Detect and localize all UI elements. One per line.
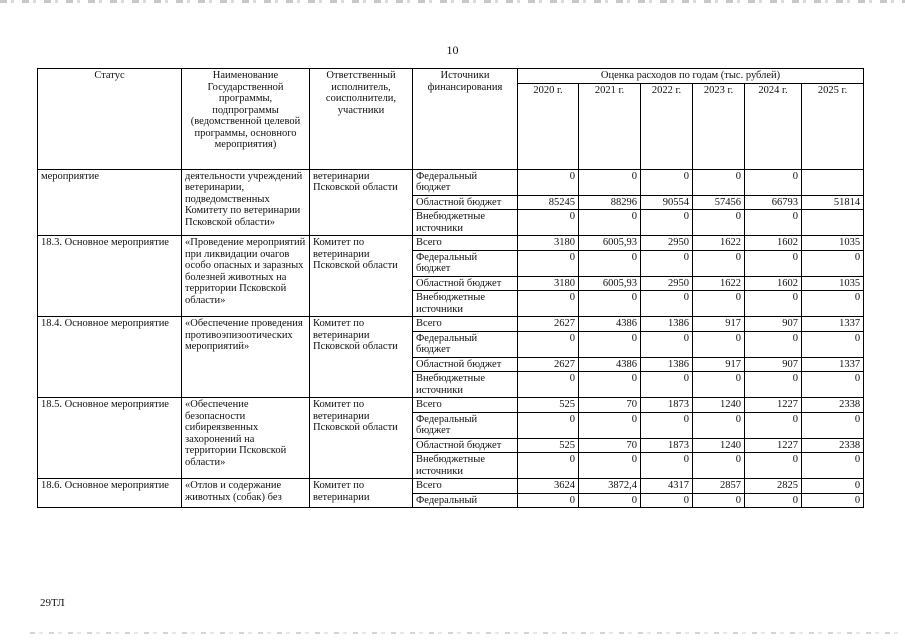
row-program-name: «Обеспечение проведения противоэпизоотических мероприятий» <box>182 317 310 398</box>
row-amount-cell: 0 <box>745 210 802 236</box>
row-program-name: «Обеспечение безопасности сибиреязвенных захоронений на территории Псковской области» <box>182 398 310 479</box>
row-amount-cell: 2627 <box>518 357 579 372</box>
table-row <box>38 398 864 413</box>
row-amount-cell: 0 <box>579 250 641 276</box>
page-number: 10 <box>446 43 459 57</box>
row-amount-cell: 0 <box>802 479 864 494</box>
table-body <box>38 169 864 508</box>
header-year: 2025 г. <box>802 83 864 169</box>
row-funding-source: Федеральный бюджет <box>413 250 518 276</box>
row-amount-cell: 4317 <box>641 479 693 494</box>
row-amount-cell: 0 <box>579 412 641 438</box>
row-amount-cell: 0 <box>745 291 802 317</box>
row-amount-cell: 0 <box>802 412 864 438</box>
document-code: 29ТЛ <box>40 597 65 609</box>
row-amount-cell: 66793 <box>745 195 802 210</box>
row-program-name: деятельности учреждений ветеринарии, подведомственных Комитету по ветеринарии Псковской области» <box>182 169 310 236</box>
row-amount-cell: 0 <box>693 210 745 236</box>
row-funding-source: Внебюджетные источники <box>413 210 518 236</box>
row-funding-source: Федеральный бюджет <box>413 169 518 195</box>
row-amount-cell: 0 <box>745 250 802 276</box>
row-amount-cell: 525 <box>518 438 579 453</box>
row-status: мероприятие <box>38 169 182 236</box>
row-amount-cell: 2627 <box>518 317 579 332</box>
row-amount-cell: 0 <box>641 453 693 479</box>
row-amount-cell: 3872,4 <box>579 479 641 494</box>
row-amount-cell: 4386 <box>579 317 641 332</box>
row-amount-cell: 85245 <box>518 195 579 210</box>
row-amount-cell: 3624 <box>518 479 579 494</box>
row-amount-cell: 0 <box>693 372 745 398</box>
row-amount-cell: 6005,93 <box>579 236 641 251</box>
row-amount-cell: 1035 <box>802 276 864 291</box>
header-year: 2020 г. <box>518 83 579 169</box>
table-row <box>38 317 864 332</box>
row-amount-cell: 0 <box>518 331 579 357</box>
row-amount-cell: 0 <box>745 372 802 398</box>
row-amount-cell: 1622 <box>693 236 745 251</box>
row-amount-cell: 1873 <box>641 398 693 413</box>
row-amount-cell: 0 <box>518 291 579 317</box>
row-amount-cell <box>802 210 864 236</box>
row-amount-cell: 525 <box>518 398 579 413</box>
row-amount-cell: 0 <box>579 493 641 508</box>
row-amount-cell: 0 <box>693 331 745 357</box>
row-amount-cell: 0 <box>579 372 641 398</box>
row-amount-cell: 0 <box>693 453 745 479</box>
header-estimate: Оценка расходов по годам (тыс. рублей) <box>518 69 864 84</box>
budget-table <box>37 68 864 508</box>
row-amount-cell: 2338 <box>802 438 864 453</box>
row-status: 18.4. Основное мероприятие <box>38 317 182 398</box>
header-status: Статус <box>38 69 182 170</box>
row-amount-cell: 0 <box>641 210 693 236</box>
row-amount-cell: 2950 <box>641 276 693 291</box>
row-amount-cell: 907 <box>745 357 802 372</box>
row-funding-source: Федеральный <box>413 493 518 508</box>
row-amount-cell: 90554 <box>641 195 693 210</box>
row-amount-cell: 0 <box>802 372 864 398</box>
row-amount-cell: 70 <box>579 438 641 453</box>
row-amount-cell: 51814 <box>802 195 864 210</box>
row-responsible: Комитет по ветеринарии Псковской области <box>310 398 413 479</box>
row-status: 18.5. Основное мероприятие <box>38 398 182 479</box>
table-row <box>38 479 864 494</box>
row-funding-source: Областной бюджет <box>413 195 518 210</box>
scan-edge-top <box>0 0 905 3</box>
row-amount-cell: 0 <box>802 331 864 357</box>
row-funding-source: Всего <box>413 479 518 494</box>
header-year: 2022 г. <box>641 83 693 169</box>
row-amount-cell: 0 <box>641 291 693 317</box>
row-amount-cell: 0 <box>745 169 802 195</box>
row-amount-cell: 0 <box>641 412 693 438</box>
row-amount-cell: 3180 <box>518 276 579 291</box>
row-amount-cell: 0 <box>693 291 745 317</box>
row-funding-source: Всего <box>413 236 518 251</box>
row-responsible: ветеринарии Псковской области <box>310 169 413 236</box>
row-amount-cell: 70 <box>579 398 641 413</box>
row-responsible: Комитет по ветеринарии <box>310 479 413 508</box>
row-amount-cell: 0 <box>518 210 579 236</box>
row-amount-cell: 0 <box>518 453 579 479</box>
row-amount-cell: 0 <box>518 250 579 276</box>
row-amount-cell: 1337 <box>802 317 864 332</box>
row-amount-cell: 0 <box>802 493 864 508</box>
row-program-name: «Проведение мероприятий при ликвидации очагов особо опасных и заразных болезней животных на территории Псковской области» <box>182 236 310 317</box>
table-row <box>38 236 864 251</box>
row-amount-cell: 2338 <box>802 398 864 413</box>
row-funding-source: Областной бюджет <box>413 438 518 453</box>
row-amount-cell: 1602 <box>745 236 802 251</box>
header-sources: Источники финансирования <box>413 69 518 170</box>
row-amount-cell: 0 <box>518 412 579 438</box>
row-funding-source: Внебюджетные источники <box>413 372 518 398</box>
row-amount-cell: 1240 <box>693 438 745 453</box>
row-amount-cell: 57456 <box>693 195 745 210</box>
row-status: 18.6. Основное мероприятие <box>38 479 182 508</box>
row-amount-cell: 2825 <box>745 479 802 494</box>
row-amount-cell: 0 <box>518 493 579 508</box>
row-amount-cell: 917 <box>693 357 745 372</box>
row-funding-source: Федеральный бюджет <box>413 331 518 357</box>
row-program-name: «Отлов и содержание животных (собак) без <box>182 479 310 508</box>
row-amount-cell: 0 <box>579 453 641 479</box>
row-amount-cell: 3180 <box>518 236 579 251</box>
header-responsible: Ответственный исполнитель, соисполнители, участники <box>310 69 413 170</box>
row-amount-cell: 0 <box>693 250 745 276</box>
row-amount-cell: 0 <box>802 250 864 276</box>
table-row <box>38 169 864 195</box>
row-amount-cell: 907 <box>745 317 802 332</box>
row-amount-cell: 0 <box>802 453 864 479</box>
row-amount-cell: 0 <box>745 412 802 438</box>
header-year: 2021 г. <box>579 83 641 169</box>
row-amount-cell: 1227 <box>745 438 802 453</box>
row-funding-source: Внебюджетные источники <box>413 453 518 479</box>
row-amount-cell <box>802 169 864 195</box>
row-amount-cell: 917 <box>693 317 745 332</box>
row-status: 18.3. Основное мероприятие <box>38 236 182 317</box>
row-amount-cell: 1873 <box>641 438 693 453</box>
row-amount-cell: 0 <box>693 412 745 438</box>
header-year: 2024 г. <box>745 83 802 169</box>
row-amount-cell: 0 <box>693 493 745 508</box>
row-funding-source: Внебюджетные источники <box>413 291 518 317</box>
row-amount-cell: 0 <box>641 331 693 357</box>
row-amount-cell: 4386 <box>579 357 641 372</box>
row-amount-cell: 1035 <box>802 236 864 251</box>
row-amount-cell: 0 <box>641 250 693 276</box>
row-amount-cell: 0 <box>745 331 802 357</box>
row-amount-cell: 0 <box>745 453 802 479</box>
row-amount-cell: 1337 <box>802 357 864 372</box>
row-amount-cell: 0 <box>579 169 641 195</box>
row-amount-cell: 0 <box>745 493 802 508</box>
row-amount-cell: 88296 <box>579 195 641 210</box>
row-amount-cell: 1386 <box>641 317 693 332</box>
row-amount-cell: 0 <box>518 169 579 195</box>
row-amount-cell: 0 <box>579 291 641 317</box>
row-amount-cell: 1622 <box>693 276 745 291</box>
row-amount-cell: 1227 <box>745 398 802 413</box>
row-amount-cell: 0 <box>579 210 641 236</box>
row-amount-cell: 1240 <box>693 398 745 413</box>
row-funding-source: Областной бюджет <box>413 357 518 372</box>
row-funding-source: Федеральный бюджет <box>413 412 518 438</box>
row-amount-cell: 1602 <box>745 276 802 291</box>
row-amount-cell: 2857 <box>693 479 745 494</box>
row-amount-cell: 0 <box>518 372 579 398</box>
row-responsible: Комитет по ветеринарии Псковской области <box>310 317 413 398</box>
row-amount-cell: 0 <box>579 331 641 357</box>
row-amount-cell: 0 <box>802 291 864 317</box>
row-amount-cell: 2950 <box>641 236 693 251</box>
header-name: Наименование Государственной программы, подпрограммы (ведомственной целевой программы, основного мероприятия) <box>182 69 310 170</box>
header-year: 2023 г. <box>693 83 745 169</box>
row-funding-source: Всего <box>413 398 518 413</box>
row-amount-cell: 1386 <box>641 357 693 372</box>
row-amount-cell: 0 <box>641 372 693 398</box>
row-funding-source: Областной бюджет <box>413 276 518 291</box>
row-amount-cell: 0 <box>641 169 693 195</box>
row-amount-cell: 0 <box>693 169 745 195</box>
scan-edge-bottom <box>30 632 900 634</box>
row-responsible: Комитет по ветеринарии Псковской области <box>310 236 413 317</box>
row-funding-source: Всего <box>413 317 518 332</box>
row-amount-cell: 6005,93 <box>579 276 641 291</box>
row-amount-cell: 0 <box>641 493 693 508</box>
